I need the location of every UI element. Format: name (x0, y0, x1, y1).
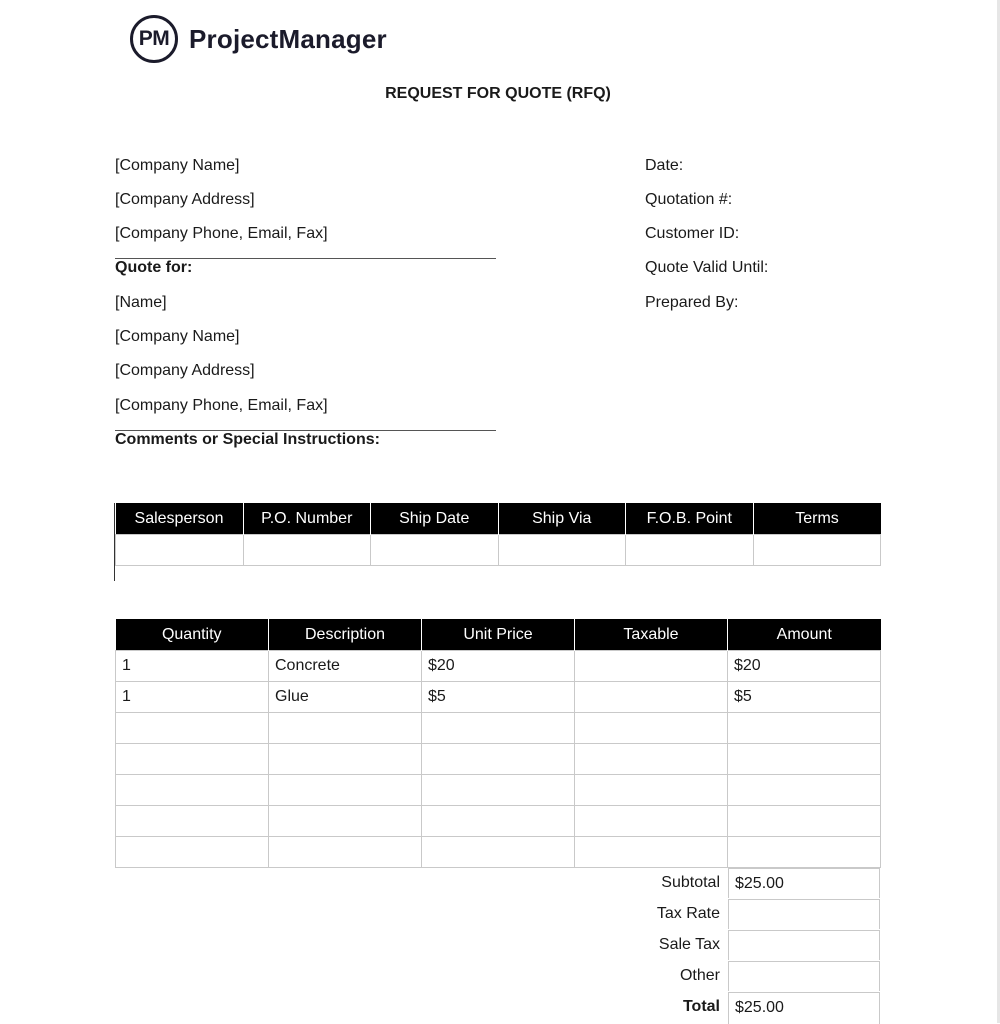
column-header: Unit Price (422, 619, 575, 651)
company-address[interactable]: [Company Address] (115, 191, 255, 208)
table-cell[interactable] (753, 535, 881, 566)
column-header: P.O. Number (243, 503, 371, 535)
taxable-cell[interactable] (575, 837, 728, 868)
table-row (116, 775, 881, 806)
unit-price-cell[interactable]: $20 (422, 651, 575, 682)
description-cell[interactable] (269, 775, 422, 806)
description-cell[interactable]: Glue (269, 682, 422, 713)
table-row (116, 682, 881, 713)
tax-rate-row (600, 899, 881, 930)
other-row (600, 961, 881, 992)
taxable-cell[interactable] (575, 682, 728, 713)
unit-price-cell[interactable]: $5 (422, 682, 575, 713)
document-title: REQUEST FOR QUOTE (RFQ) (385, 85, 611, 102)
taxable-cell[interactable] (575, 775, 728, 806)
description-cell[interactable] (269, 837, 422, 868)
table-row (116, 837, 881, 868)
quote-for-company[interactable]: [Company Name] (115, 328, 240, 345)
shipping-header-row (116, 503, 881, 535)
quantity-cell[interactable]: 1 (116, 682, 269, 713)
unit-price-cell[interactable] (422, 775, 575, 806)
quantity-cell[interactable] (116, 806, 269, 837)
items-header-row (116, 619, 881, 651)
quantity-cell[interactable] (116, 775, 269, 806)
brand-name: ProjectManager (189, 23, 387, 54)
other-value[interactable] (728, 961, 880, 991)
table-row (116, 535, 881, 566)
description-cell[interactable]: Concrete (269, 651, 422, 682)
subtotal-row (600, 868, 881, 899)
taxable-cell[interactable] (575, 651, 728, 682)
other-label: Other (679, 967, 720, 984)
company-contact[interactable]: [Company Phone, Email, Fax] (115, 225, 328, 242)
quote-for-name[interactable]: [Name] (115, 294, 167, 311)
column-header: Taxable (575, 619, 728, 651)
amount-cell[interactable]: $5 (728, 682, 881, 713)
unit-price-cell[interactable] (422, 713, 575, 744)
column-header: Description (269, 619, 422, 651)
description-cell[interactable] (269, 806, 422, 837)
table-cell[interactable] (371, 535, 499, 566)
comments-heading: Comments or Special Instructions: (115, 431, 380, 448)
table-cell[interactable] (116, 535, 244, 566)
column-header: Ship Via (498, 503, 626, 535)
brand-logo (130, 15, 387, 63)
table-row (116, 651, 881, 682)
company-name[interactable]: [Company Name] (115, 157, 240, 174)
quantity-cell[interactable] (116, 713, 269, 744)
customer-id-label: Customer ID: (645, 225, 740, 242)
unit-price-cell[interactable] (422, 837, 575, 868)
description-cell[interactable] (269, 713, 422, 744)
quantity-cell[interactable]: 1 (116, 651, 269, 682)
subtotal-label: Subtotal (661, 874, 720, 891)
quote-for-contact[interactable]: [Company Phone, Email, Fax] (115, 397, 328, 414)
subtotal-value[interactable]: $25.00 (728, 868, 880, 898)
pm-logo-icon: PM (130, 15, 178, 63)
taxable-cell[interactable] (575, 713, 728, 744)
total-value[interactable]: $25.00 (728, 992, 880, 1024)
quote-for-address[interactable]: [Company Address] (115, 362, 255, 379)
tax-rate-label: Tax Rate (656, 905, 720, 922)
unit-price-cell[interactable] (422, 744, 575, 775)
table-row (116, 713, 881, 744)
quantity-cell[interactable] (116, 744, 269, 775)
column-header: Amount (728, 619, 881, 651)
shipping-table (115, 503, 881, 566)
amount-cell[interactable] (728, 713, 881, 744)
table-cell[interactable] (243, 535, 371, 566)
description-cell[interactable] (269, 744, 422, 775)
quote-valid-until-label: Quote Valid Until: (645, 259, 769, 276)
table-cell[interactable] (498, 535, 626, 566)
amount-cell[interactable] (728, 837, 881, 868)
amount-cell[interactable] (728, 775, 881, 806)
table-row (116, 744, 881, 775)
table-cell[interactable] (626, 535, 754, 566)
amount-cell[interactable] (728, 744, 881, 775)
prepared-by-label: Prepared By: (645, 294, 739, 311)
items-table (115, 619, 881, 868)
column-header: F.O.B. Point (626, 503, 754, 535)
date-label: Date: (645, 157, 684, 174)
sale-tax-value[interactable] (728, 930, 880, 960)
sale-tax-row (600, 930, 881, 961)
amount-cell[interactable]: $20 (728, 651, 881, 682)
column-header: Terms (753, 503, 881, 535)
taxable-cell[interactable] (575, 744, 728, 775)
column-header: Quantity (116, 619, 269, 651)
table-row (116, 806, 881, 837)
column-header: Ship Date (371, 503, 499, 535)
column-header: Salesperson (116, 503, 244, 535)
quotation-number-label: Quotation #: (645, 191, 733, 208)
sale-tax-label: Sale Tax (658, 936, 720, 953)
taxable-cell[interactable] (575, 806, 728, 837)
total-row (600, 992, 881, 1023)
total-label: Total (682, 998, 720, 1015)
tax-rate-value[interactable] (728, 899, 880, 929)
quote-for-heading: Quote for: (115, 259, 193, 276)
quantity-cell[interactable] (116, 837, 269, 868)
unit-price-cell[interactable] (422, 806, 575, 837)
amount-cell[interactable] (728, 806, 881, 837)
